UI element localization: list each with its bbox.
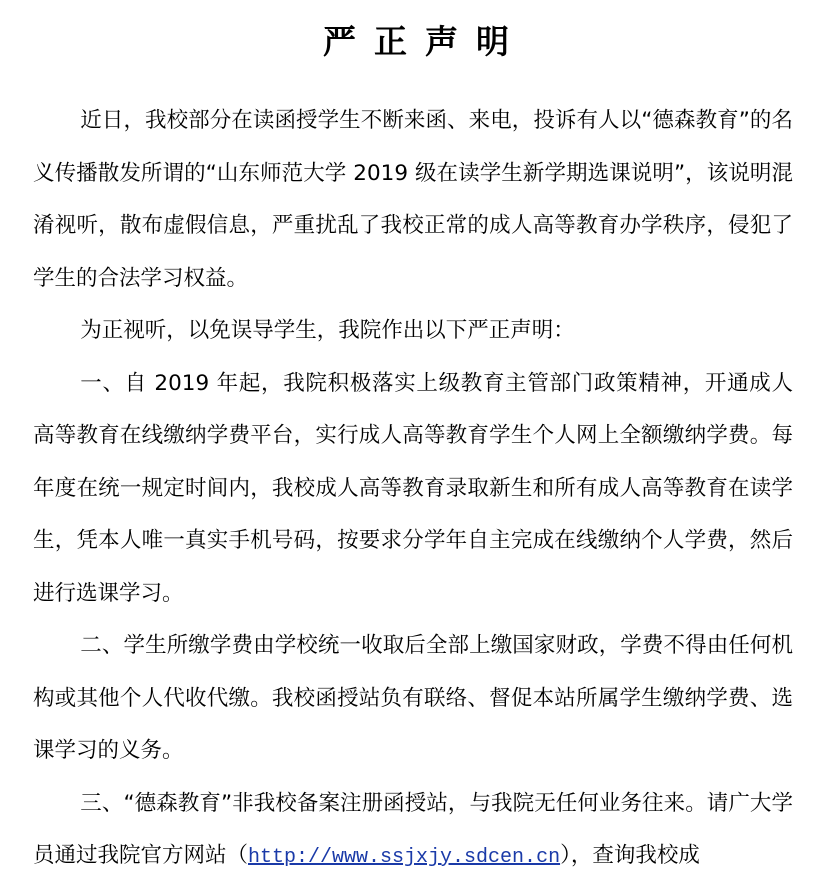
- statement-body: [33, 95, 793, 885]
- paragraph-item-one: 一、自 2019 年起，我院积极落实上级教育主管部门政策精神，开通成人高等教育在线缴纳学费平台，实行成人高等教育学生个人网上全额缴纳学费。每年度在统一规定时间内，我校成人高等教育录取新生和所有成人高等教育在读学生，凭本人唯一真实手机号码，按要求分学年自主完成在线缴纳个人学费，然后进行选课学习。: [33, 370, 793, 606]
- item-three-text-before: 三、“德森教育”非我校备案注册函授站，与我院无任何业务往来。请广大学员通过我院官方网站（: [33, 790, 793, 868]
- page-title: 严正声明: [323, 22, 527, 61]
- paragraph-declaration-intro: 为正视听，以免误导学生，我院作出以下严正声明：: [80, 318, 575, 343]
- official-website-link[interactable]: http://www.ssjxjy.sdcen.cn: [248, 846, 561, 869]
- paragraph-item-three: [33, 778, 793, 885]
- item-three-text-after: ），查询我校成: [560, 843, 700, 868]
- paragraph-complaint: 近日，我校部分在读函授学生不断来函、来电，投诉有人以“德森教育”的名义传播散发所谓的“山东师范大学 2019 级在读学生新学期选课说明”，该说明混淆视听，散布虚假信息，严重扰乱了我校正常的成人高等教育办学秩序，侵犯了学生的合法学习权益。: [33, 108, 793, 291]
- paragraph-item-two: 二、学生所缴学费由学校统一收取后全部上缴国家财政，学费不得由任何机构或其他个人代收代缴。我校函授站负有联络、督促本站所属学生缴纳学费、选课学习的义务。: [33, 633, 793, 763]
